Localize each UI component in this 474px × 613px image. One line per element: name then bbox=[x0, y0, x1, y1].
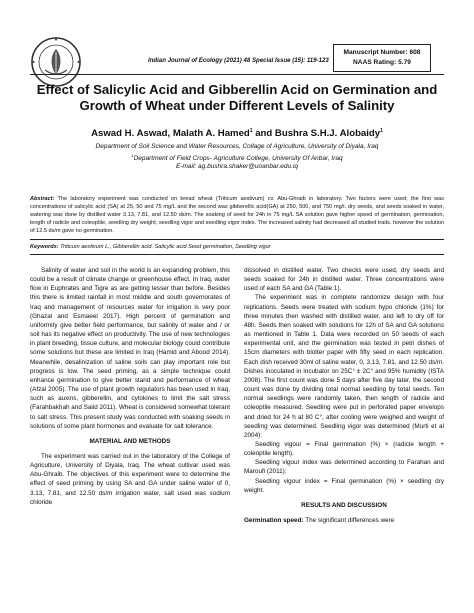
keywords bbox=[30, 244, 444, 250]
keywords-text: Triticum aestivum L., Gibberellin acid, Salicylic acid Seed germination, Seedling vigor bbox=[60, 244, 271, 250]
intro-paragraph: Salinity of water and soil in the world is an expanding problem, this could be a result of climate change or greenhouse effect. In Iraq, water flow in Euphrates and Tigre as are getting lesser than before. Besides this there is limited rainfall in most middle and south governorates of Iraq and management of resources water for irrigation is very poor (Ghazal and Esmaeel 2017). High percent of germination and uniformity give better field performance, but salinity of water and / or soil has its negative effect on productivity. The use of new technologies in plant breeding, tissue culture, and molecular biology could contribute some solutions but these are limited in Iraq (Hamid and Abood 2014). Meanwhile, desalinization of saline soils can play important role but progress is low. The seed priming, as a simple technique could enhance germination to give better stand and performance of wheat (Afzal 2005). The use of plant growth regulators has been used in Iraq, such as auxins, gibberellin, and cytokines to limit the salt stress (Farahbakhah and Saiid 2011). Wheat is considered somewhat tolerant to salt stress. This present study was conducted with soaking seeds in solutions of some plant hormones and evaluate for salt tolerance. bbox=[30, 267, 230, 430]
methods-continuation: dissolved in distilled water. Two checks were used, dry seeds and seeds soaked for 24h in distilled water. Three concentrations were used of each SA and GA (Table 1). bbox=[244, 267, 444, 293]
author-names: Aswad H. Aswad, Malath A. Hamed bbox=[91, 128, 250, 140]
author-line bbox=[30, 128, 444, 139]
naas-rating: NAAS Rating: 5.79 bbox=[353, 59, 411, 66]
affiliation-2: Department of Field Crops- Agriculture College, University Of Anbar, Iraq bbox=[133, 154, 343, 162]
affiliation-2-row bbox=[30, 152, 444, 164]
affiliation-1: Department of Soil Science and Water Resources, Collage of Agriculture, University of Diyala, Iraq bbox=[95, 143, 379, 150]
affiliations bbox=[30, 143, 444, 172]
header-divider bbox=[30, 74, 444, 75]
manuscript-number: Manuscript Number: 608 bbox=[343, 49, 421, 56]
manuscript-box bbox=[333, 44, 431, 72]
author-affiliation-mark-2: 1 bbox=[380, 128, 383, 134]
abstract-text: The laboratory experiment was conducted on bread wheat (Triticum aestivum) cv. Abu-Ghraib in laboratory. Two factors were used; the first was concentrations of salicylic acid (SA) at 25, 50 and 75 mg/L and the second was gibberellic acid(GA) at 250, 500, and 750 mg/l. dry seeds, and seeds soaked in water, watering was done by distilled water 3.13, 7.81, and 12.50 ds/m. The soaking of seed for 24h in 75 mg/L SA solution gave higher speed of germination, germination, length of radicle and coleoptile, seedling dry weight, seedling vigor and seedling vigor index. The increased salinity had decreased all studied traits. however the solution of 12.5 ds/m gave no germination. bbox=[30, 196, 444, 234]
corresponding-email: E-mail: ag.bushra.shaker@uoanbar.edu.iq bbox=[176, 163, 298, 171]
author-names-last: and Bushra S.H.J. Alobaidy bbox=[252, 128, 381, 140]
journal-citation: Indian Journal of Ecology (2021) 48 Special Issue (15): 119-123 bbox=[148, 57, 329, 64]
equation-seedling-vigour: Seedling vigour = Final germination (%) × (radicle length + coleoptile length). bbox=[244, 440, 444, 458]
results-text: The significant differences were bbox=[303, 517, 395, 525]
left-column bbox=[30, 266, 230, 507]
paper-title: Effect of Salicylic Acid and Gibberellin Acid on Germination and Growth of Wheat under Different Levels of Salinity bbox=[36, 82, 438, 113]
keywords-divider bbox=[30, 254, 444, 255]
journal-seal-icon bbox=[30, 36, 82, 88]
methods-design-paragraph: The experiment was in complete randomize design with four replications. Seeds were treated with sodium hypo chloride (1%) for three minutes then washed with distilled water, and left to dry off for 48h. Seeds then soaked with solutions for 12h of SA and GA solutions as mentioned in Table 1. Data were recorded on 50 seeds of each experimental unit, and the germination was tested in petri dishes of 15cm diameters with blotter paper with fifty seed in each replication. Each dish received 30ml of saline water, 0, 3.13, 7.81, and 12.50 ds/m. Dishes inoculated in incubator on 25C° ± 2C° and 95% humidity (ISTA 2008). The first count was done 5 days after five day later, the second count was done by dividing total normal seedling by total seeds. Ten normal seedlings were randomly taken, then length of radicle and coleoptile measured. Seedling were put in perforated paper envelops and dried for 24 h at 80 C°, after cooling were weighed and weight of seedling was determined. Seedling vigor was determined (Murti et al 2004): bbox=[244, 294, 444, 439]
affiliation-2-mark: 1 bbox=[131, 152, 134, 158]
author-affiliation-mark: 1 bbox=[249, 128, 253, 134]
section-heading-results: RESULTS AND DISCUSSION bbox=[301, 501, 387, 509]
equation-vigour-index: Seedling vigour index = Final germination (%) × seedling dry weight. bbox=[244, 477, 444, 494]
abstract-divider bbox=[30, 239, 444, 240]
methods-paragraph: The experiment was carried out in the laboratory of the College of Agriculture, University of Diyala, Iraq. The wheat cultivar used was Abu-Ghraib. The objectives of this experiment were to determine the effect of seed priming by using SA and GA under saline water of 0, 3.13, 7.81, and 12.50 ds/m irrigation water, salt used was sodium chloride bbox=[30, 452, 230, 506]
section-heading-methods: MATERIAL AND METHODS bbox=[89, 437, 171, 445]
vigour-index-paragraph: Seedling vigour index was determined according to Farahan and Maroufi (2011): bbox=[244, 459, 444, 476]
abstract-label: Abstract: bbox=[30, 196, 55, 202]
results-first-line bbox=[244, 516, 444, 525]
abstract bbox=[30, 196, 444, 236]
keywords-label: Keywords: bbox=[30, 244, 59, 250]
right-column bbox=[244, 266, 444, 525]
germination-speed-label: Germination speed: bbox=[244, 517, 304, 525]
